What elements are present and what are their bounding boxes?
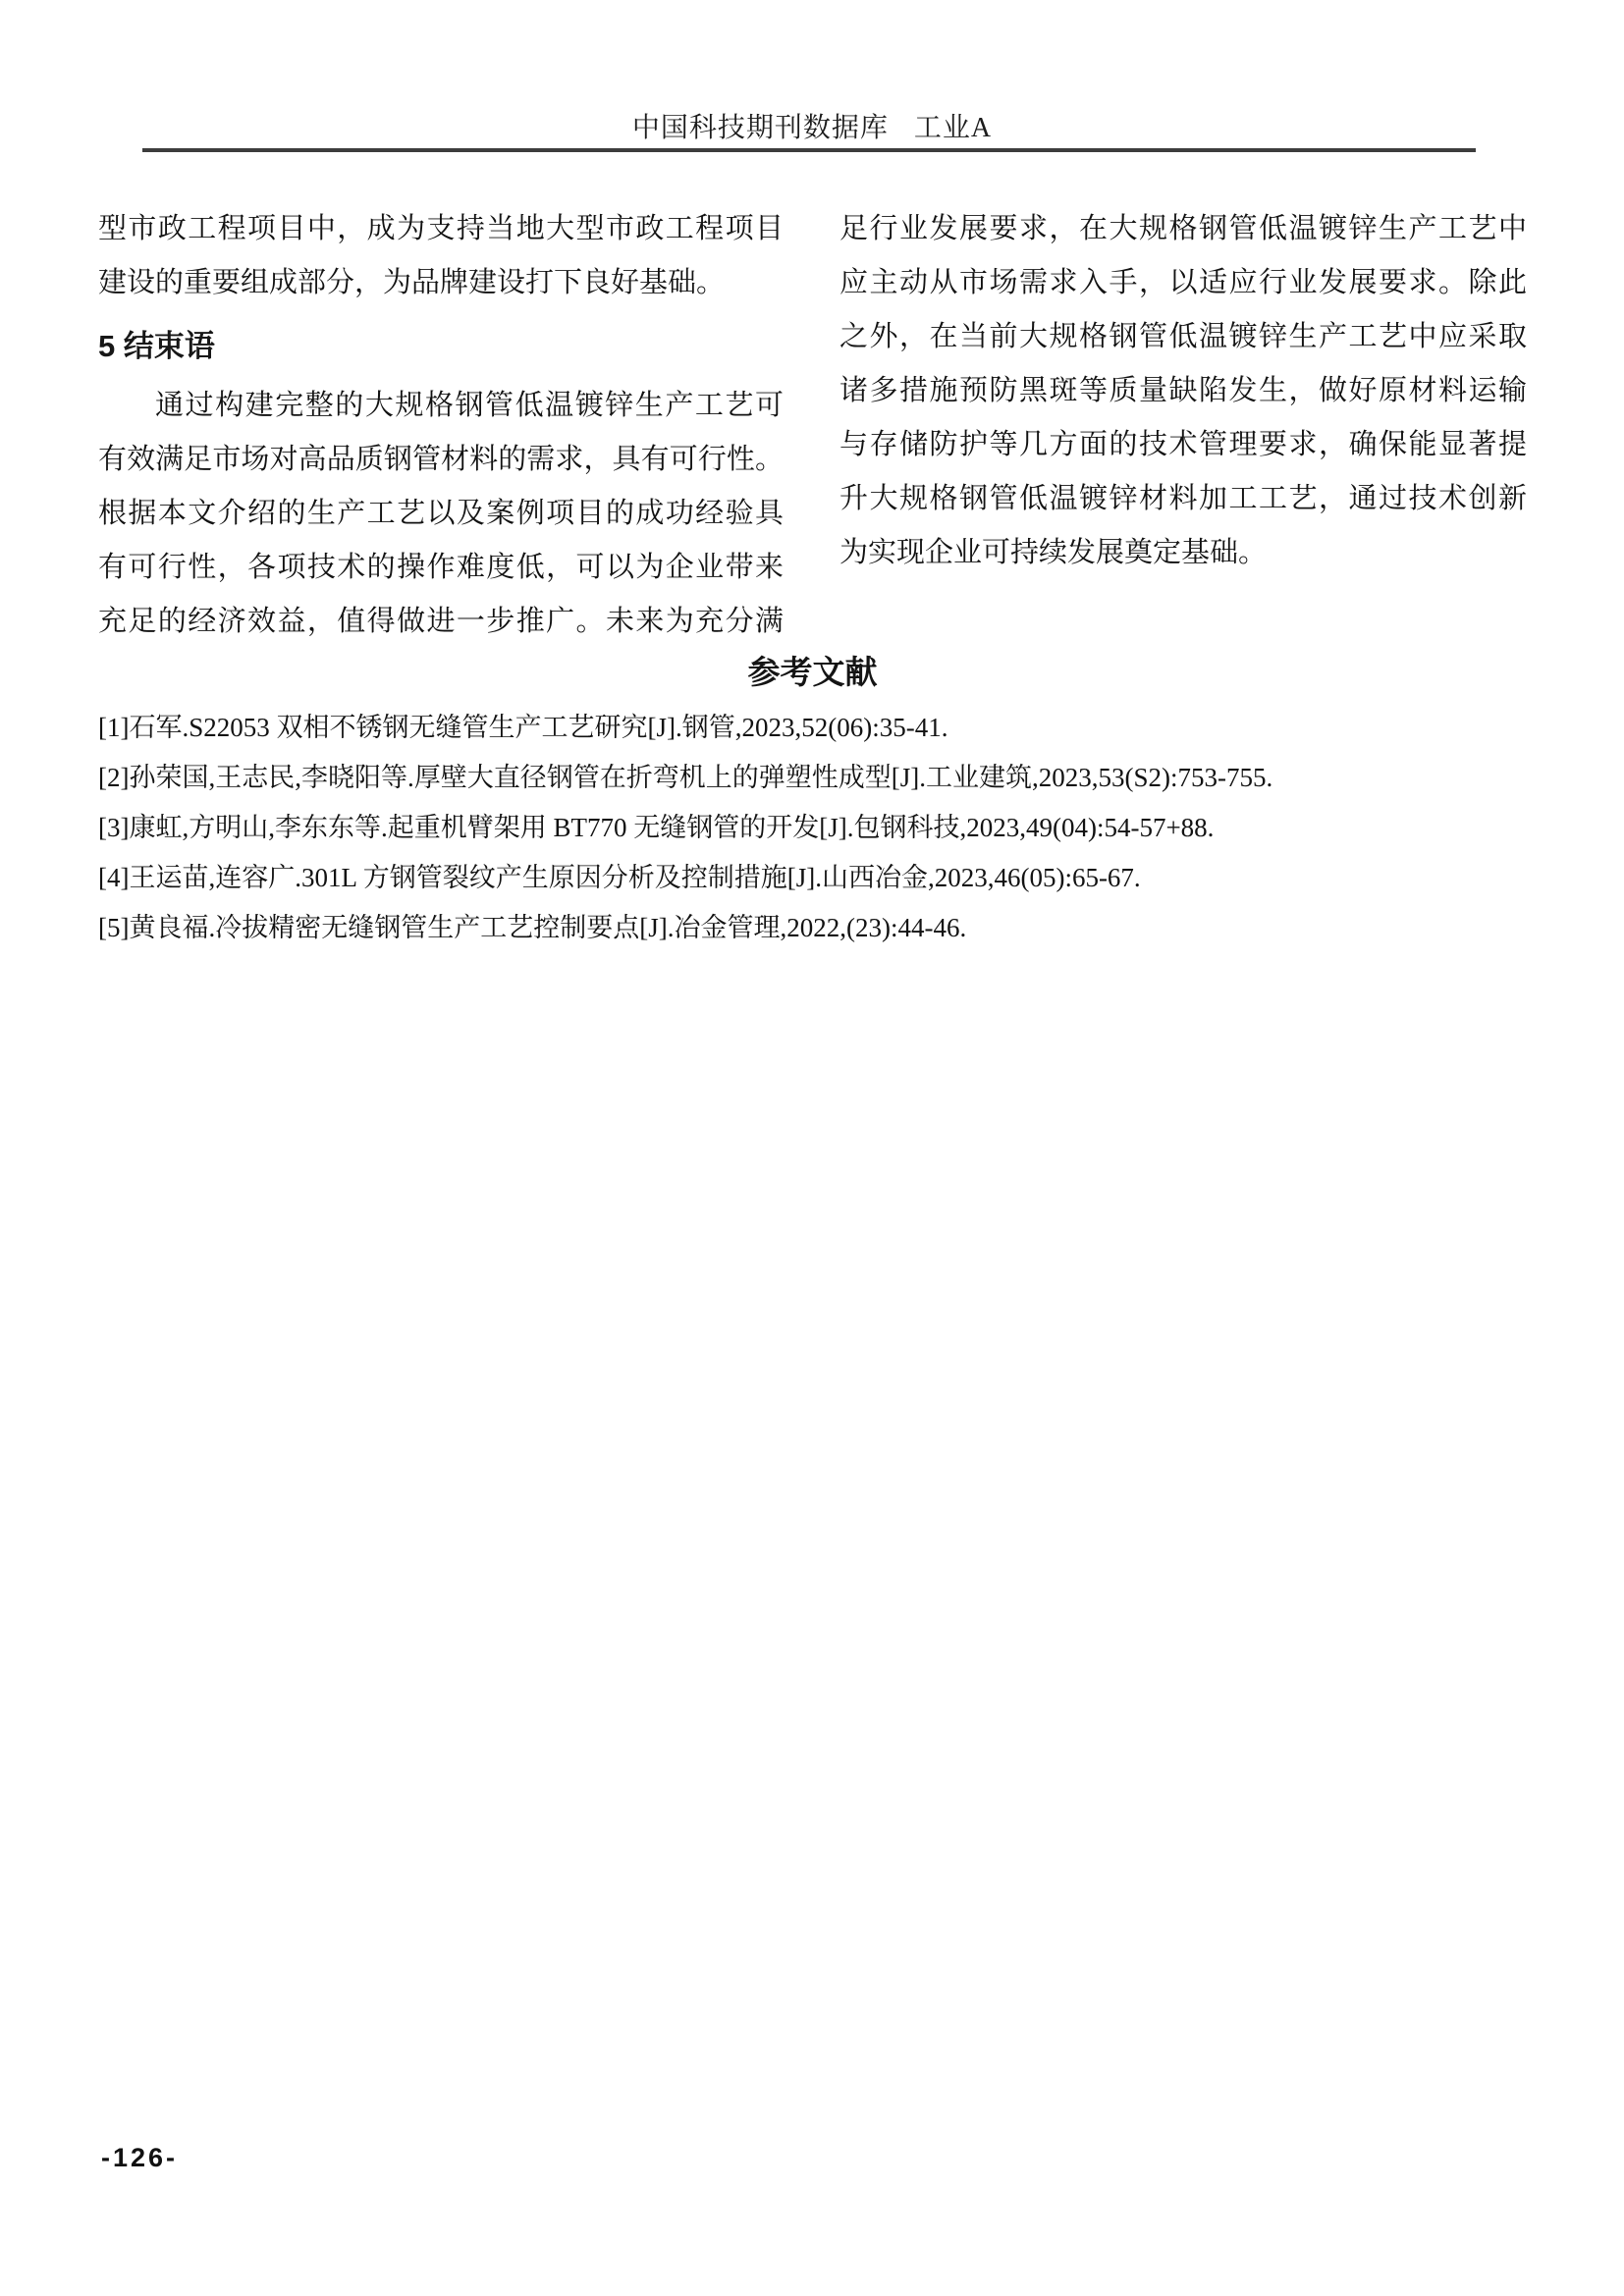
references-list <box>98 703 1527 953</box>
reference-item: [3]康虹,方明山,李东东等.起重机臂架用 BT770 无缝钢管的开发[J].包钢科技,2023,49(04):54-57+88. <box>98 813 1215 842</box>
text-line: 有效满足市场对高品质钢管材料的需求，具有可行性。 <box>98 444 784 475</box>
text-line: 通过构建完整的大规格钢管低温镀锌生产工艺可 <box>155 390 784 421</box>
references-heading: 参考文献 <box>747 654 878 690</box>
reference-item: [1]石军.S22053 双相不锈钢无缝管生产工艺研究[J].钢管,2023,52(06):35-41. <box>98 713 948 742</box>
text-line: 建设的重要组成部分，为品牌建设打下良好基础。 <box>98 267 726 298</box>
right-column <box>839 202 1527 649</box>
text-line: 足行业发展要求，在大规格钢管低温镀锌生产工艺中 <box>839 213 1527 244</box>
reference-item: [5]黄良福.冷拔精密无缝钢管生产工艺控制要点[J].冶金管理,2022,(23):44-46. <box>98 913 967 942</box>
reference-item: [2]孙荣国,王志民,李晓阳等.厚壁大直径钢管在折弯机上的弹塑性成型[J].工业建筑,2023,53(S2):753-755. <box>98 763 1273 792</box>
text-line: 升大规格钢管低温镀锌材料加工工艺，通过技术创新 <box>839 483 1527 514</box>
text-line: 为实现企业可持续发展奠定基础。 <box>839 537 1268 568</box>
text-line: 应主动从市场需求入手，以适应行业发展要求。除此 <box>839 267 1527 298</box>
page-number: -126- <box>101 2143 179 2172</box>
article-body <box>98 202 1527 649</box>
text-line: 诸多措施预防黑斑等质量缺陷发生，做好原材料运输 <box>839 375 1527 406</box>
section-heading-conclusion: 5 结束语 <box>98 329 215 363</box>
left-column <box>98 202 784 649</box>
reference-item: [4]王运苗,连容广.301L 方钢管裂纹产生原因分析及控制措施[J].山西冶金,2023,46(05):65-67. <box>98 863 1141 892</box>
journal-header: 中国科技期刊数据库 工业A <box>631 113 993 143</box>
text-line: 有可行性，各项技术的操作难度低，可以为企业带来 <box>98 552 784 583</box>
text-line: 根据本文介绍的生产工艺以及案例项目的成功经验具 <box>98 498 784 529</box>
text-line: 与存储防护等几方面的技术管理要求，确保能显著提 <box>839 429 1527 460</box>
text-line: 充足的经济效益，值得做进一步推广。未来为充分满 <box>98 606 784 637</box>
text-line: 之外，在当前大规格钢管低温镀锌生产工艺中应采取 <box>839 321 1527 352</box>
header-rule <box>142 148 1476 152</box>
references-section <box>98 650 1527 953</box>
text-line: 型市政工程项目中，成为支持当地大型市政工程项目 <box>98 213 784 244</box>
